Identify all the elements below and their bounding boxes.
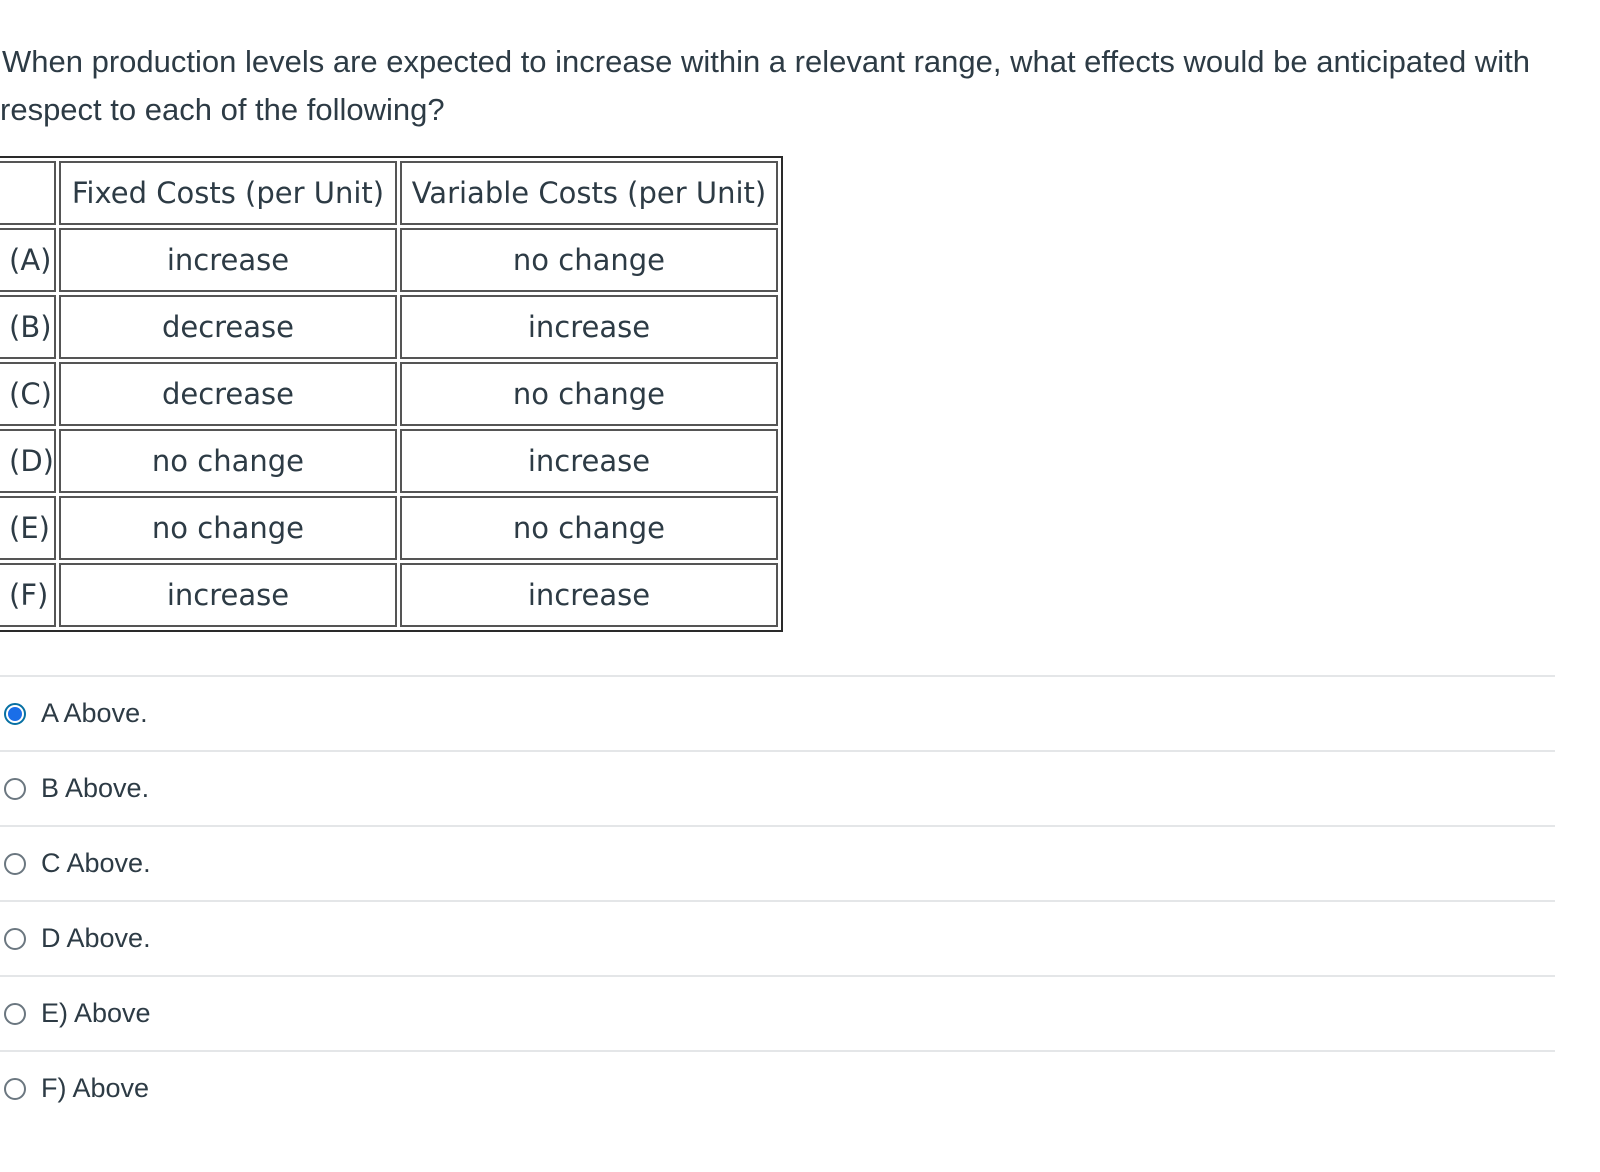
variable-cost-cell: no change — [400, 496, 778, 560]
fixed-cost-cell: no change — [59, 496, 397, 560]
table-row — [0, 228, 778, 292]
radio-button[interactable] — [4, 1078, 26, 1100]
header-variable-costs: Variable Costs (per Unit) — [400, 161, 778, 225]
row-label: (D) — [0, 429, 56, 493]
row-label: (C) — [0, 362, 56, 426]
radio-button[interactable] — [4, 853, 26, 875]
answer-list — [0, 675, 1555, 1125]
variable-cost-cell: no change — [400, 228, 778, 292]
radio-button[interactable] — [4, 778, 26, 800]
variable-cost-cell: no change — [400, 362, 778, 426]
header-corner — [0, 161, 56, 225]
answer-label: F) Above — [41, 1073, 150, 1103]
answer-option-c[interactable] — [0, 825, 1555, 900]
table-row — [0, 362, 778, 426]
variable-cost-cell: increase — [400, 563, 778, 627]
answer-option-a[interactable] — [0, 675, 1555, 750]
fixed-cost-cell: decrease — [59, 362, 397, 426]
variable-cost-cell: increase — [400, 295, 778, 359]
table-row — [0, 496, 778, 560]
variable-cost-cell: increase — [400, 429, 778, 493]
table-row — [0, 563, 778, 627]
radio-button-selected[interactable] — [4, 703, 26, 725]
answer-option-d[interactable] — [0, 900, 1555, 975]
answer-label: E) Above — [41, 998, 151, 1028]
header-fixed-costs: Fixed Costs (per Unit) — [59, 161, 397, 225]
answer-label: B Above. — [41, 773, 150, 803]
radio-button[interactable] — [4, 1003, 26, 1025]
answer-label: A Above. — [41, 698, 148, 728]
fixed-cost-cell: no change — [59, 429, 397, 493]
table-row — [0, 295, 778, 359]
answer-option-e[interactable] — [0, 975, 1555, 1050]
answer-option-f[interactable] — [0, 1050, 1555, 1125]
cost-table — [0, 156, 783, 632]
answer-label: C Above. — [41, 848, 151, 878]
row-label: (A) — [0, 228, 56, 292]
row-label: (E) — [0, 496, 56, 560]
fixed-cost-cell: increase — [59, 563, 397, 627]
table-header-row — [0, 161, 778, 225]
fixed-cost-cell: increase — [59, 228, 397, 292]
table-row — [0, 429, 778, 493]
fixed-cost-cell: decrease — [59, 295, 397, 359]
answer-label: D Above. — [41, 923, 151, 953]
radio-button[interactable] — [4, 928, 26, 950]
row-label: (F) — [0, 563, 56, 627]
question-text: When production levels are expected to increase within a relevant range, what effects would be anticipated with respect to each of the following? — [0, 44, 1530, 127]
answer-option-b[interactable] — [0, 750, 1555, 825]
row-label: (B) — [0, 295, 56, 359]
